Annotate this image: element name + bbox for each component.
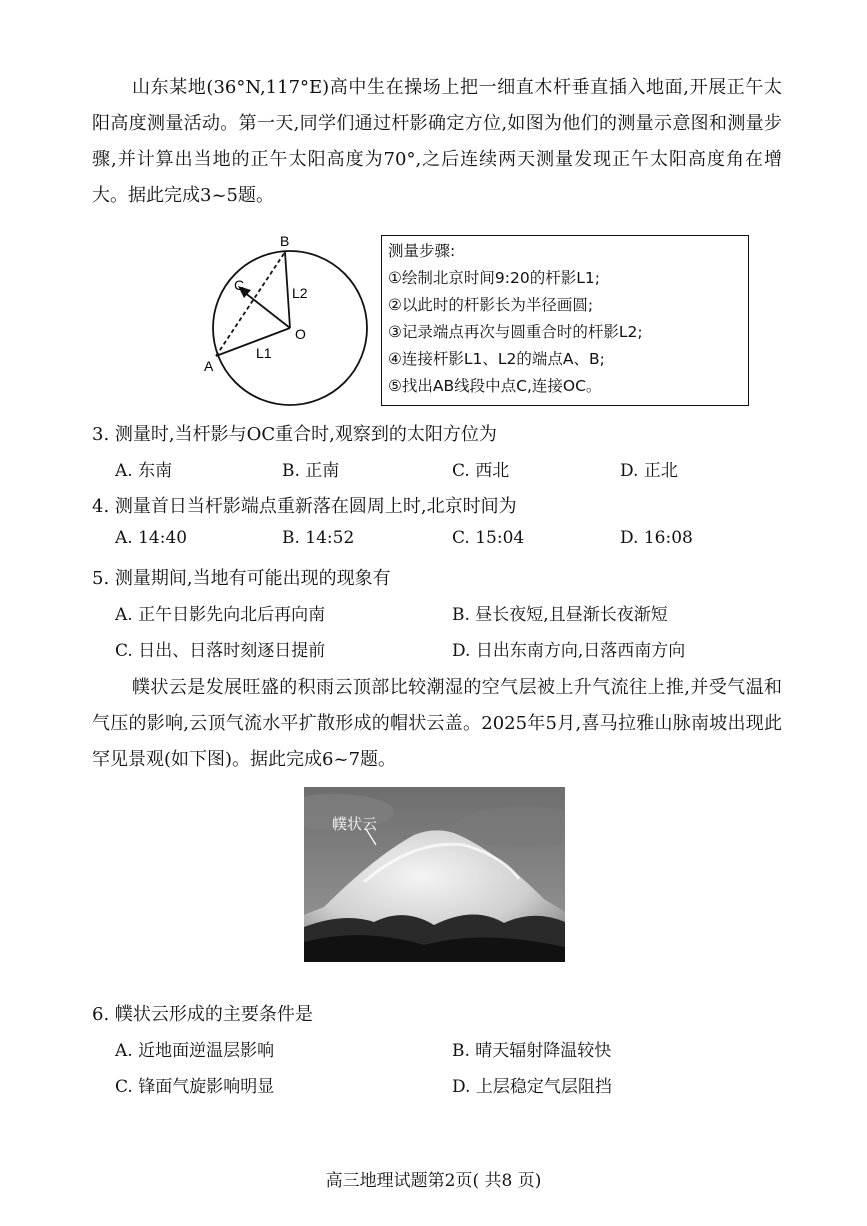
q3-option-d[interactable]: D. 正北 — [620, 461, 678, 481]
shadow-diagram — [200, 228, 380, 408]
intro-paragraph-1: 山东某地(36°N,117°E)高中生在操场上把一细直木杆垂直插入地面,开展正午太阳高度测量活动。第一天,同学们通过杆影确定方位,如图为他们的测量示意图和测量步骤,并计算出当地的正午太阳高度为70°,之后连续两天测量发现正午太阳高度角在增大。据此完成3~5题。 — [92, 77, 782, 206]
q4-option-b[interactable]: B. 14:52 — [282, 528, 355, 548]
step-3: ③记录端点再次与圆重合时的杆影L2; — [388, 323, 643, 341]
question-5-stem: 5. 测量期间,当地有可能出现的现象有 — [92, 568, 391, 589]
step-5: ⑤找出AB线段中点C,连接OC。 — [388, 377, 602, 395]
step-1: ①绘制北京时间9:20的杆影L1; — [388, 269, 600, 287]
question-4-stem: 4. 测量首日当杆影端点重新落在圆周上时,北京时间为 — [92, 496, 517, 517]
line-oc — [244, 292, 290, 328]
label-l1: L1 — [256, 345, 272, 361]
q5-option-a[interactable]: A. 正午日影先向北后再向南 — [115, 605, 326, 625]
steps-title: 测量步骤: — [388, 242, 456, 260]
measurement-steps-box — [381, 235, 749, 406]
label-o: O — [295, 326, 306, 342]
label-l2: L2 — [292, 285, 308, 301]
step-2: ②以此时的杆影长为半径画圆; — [388, 296, 594, 314]
step-4: ④连接杆影L1、L2的端点A、B; — [388, 350, 605, 368]
q6-option-d[interactable]: D. 上层稳定气层阻挡 — [452, 1077, 612, 1097]
shadow-l2 — [285, 252, 290, 328]
q3-option-a[interactable]: A. 东南 — [115, 461, 173, 481]
pileus-cloud-photo — [304, 787, 565, 962]
label-c: C — [234, 277, 245, 293]
label-a: A — [204, 358, 214, 374]
q6-option-c[interactable]: C. 锋面气旋影响明显 — [115, 1077, 275, 1097]
q5-option-b[interactable]: B. 昼长夜短,且昼渐长夜渐短 — [452, 605, 668, 625]
q3-option-b[interactable]: B. 正南 — [282, 461, 340, 481]
q6-option-b[interactable]: B. 晴天辐射降温较快 — [452, 1041, 612, 1061]
shadow-l1 — [216, 328, 290, 356]
page-footer: 高三地理试题第2页( 共8 页) — [325, 1171, 542, 1191]
segment-ab — [216, 252, 285, 356]
q5-option-c[interactable]: C. 日出、日落时刻逐日提前 — [115, 641, 326, 661]
q3-option-c[interactable]: C. 西北 — [452, 461, 510, 481]
photo-label: 幞状云 — [332, 815, 378, 833]
intro-paragraph-2: 幞状云是发展旺盛的积雨云顶部比较潮湿的空气层被上升气流往上推,并受气温和气压的影响,云顶气流水平扩散形成的帽状云盖。2025年5月,喜马拉雅山脉南坡出现此罕见景观(如下图)。据此完成6~7题。 — [92, 677, 782, 770]
question-6-stem: 6. 幞状云形成的主要条件是 — [92, 1004, 313, 1025]
question-3-stem: 3. 测量时,当杆影与OC重合时,观察到的太阳方位为 — [92, 424, 497, 445]
q4-option-c[interactable]: C. 15:04 — [452, 528, 525, 548]
label-b: B — [280, 233, 290, 249]
q6-option-a[interactable]: A. 近地面逆温层影响 — [115, 1041, 275, 1061]
q5-option-d[interactable]: D. 日出东南方向,日落西南方向 — [452, 641, 686, 661]
q4-option-d[interactable]: D. 16:08 — [620, 528, 693, 548]
q4-option-a[interactable]: A. 14:40 — [115, 528, 188, 548]
